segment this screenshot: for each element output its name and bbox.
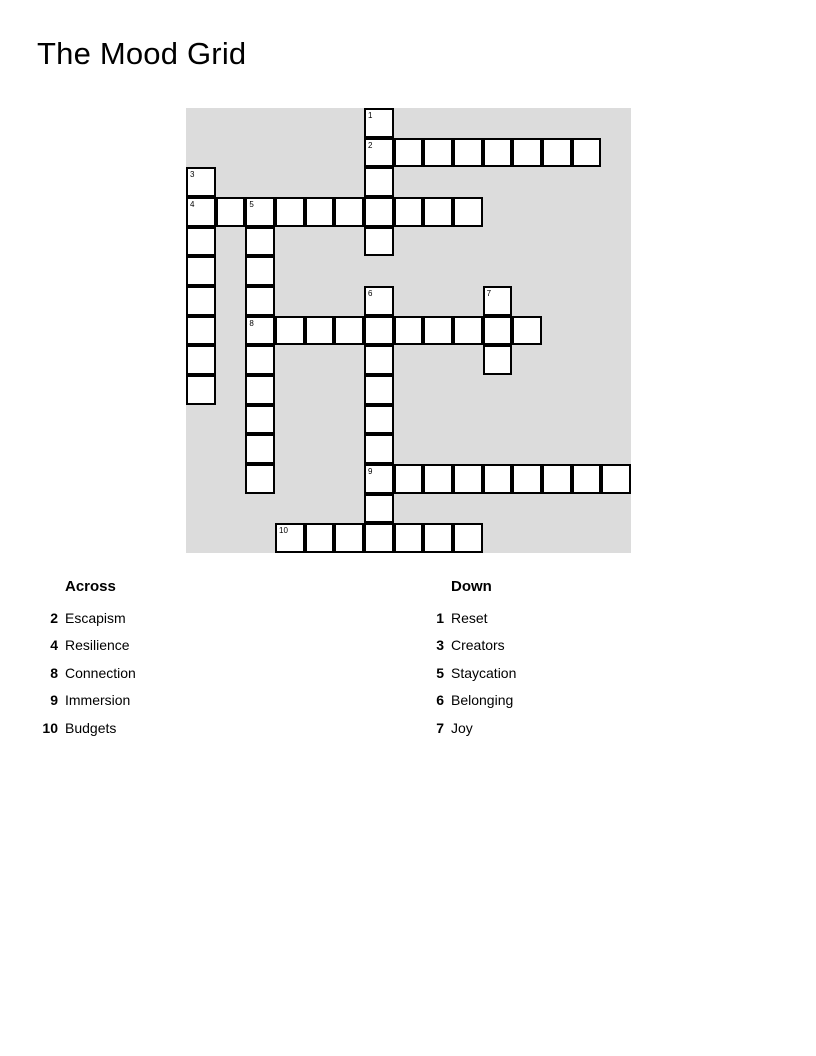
grid-cell[interactable] <box>216 197 246 227</box>
grid-cell[interactable] <box>601 464 631 494</box>
clue-number: 4 <box>50 637 58 654</box>
grid-cell[interactable] <box>483 464 513 494</box>
clue-number: 5 <box>436 664 444 681</box>
clue-down-5 <box>422 659 516 687</box>
clue-number: 1 <box>436 609 444 626</box>
grid-cell[interactable] <box>483 316 513 346</box>
clue-text: Creators <box>451 637 505 654</box>
grid-cell[interactable] <box>334 197 364 227</box>
grid-cell[interactable] <box>364 434 394 464</box>
grid-cell[interactable] <box>275 316 305 346</box>
grid-cell[interactable] <box>453 523 483 553</box>
grid-cell[interactable] <box>245 464 275 494</box>
grid-cell[interactable] <box>186 197 216 227</box>
grid-cell[interactable] <box>394 197 424 227</box>
clue-text: Staycation <box>451 664 517 681</box>
grid-cell[interactable] <box>364 494 394 524</box>
clue-down-7 <box>422 714 516 742</box>
down-clues <box>422 576 516 742</box>
grid-cell[interactable] <box>364 345 394 375</box>
grid-cell[interactable] <box>572 464 602 494</box>
grid-cell[interactable] <box>364 227 394 257</box>
clue-text: Connection <box>65 664 136 681</box>
cell-number: 6 <box>368 289 373 298</box>
grid-cell[interactable] <box>245 256 275 286</box>
clue-text: Reset <box>451 609 488 626</box>
grid-cell[interactable] <box>364 523 394 553</box>
grid-cell[interactable] <box>453 197 483 227</box>
grid-cell[interactable] <box>453 316 483 346</box>
cell-number: 3 <box>190 170 195 180</box>
clue-text: Resilience <box>65 637 130 654</box>
cell-number: 7 <box>486 289 492 298</box>
grid-cell[interactable] <box>423 316 453 346</box>
grid-cell[interactable] <box>305 523 335 553</box>
grid-cell[interactable] <box>364 316 394 346</box>
cell-number: 5 <box>249 200 254 209</box>
grid-cell[interactable] <box>483 286 513 316</box>
down-heading: Down <box>451 578 492 595</box>
grid-cell[interactable] <box>245 286 275 316</box>
grid-cell[interactable] <box>364 405 394 435</box>
grid-cell[interactable] <box>364 108 394 138</box>
grid-cell[interactable] <box>364 286 394 316</box>
grid-cell[interactable] <box>453 464 483 494</box>
grid-cell[interactable] <box>572 138 602 168</box>
grid-cell[interactable] <box>483 345 513 375</box>
grid-cell[interactable] <box>245 316 275 346</box>
grid-cell[interactable] <box>483 138 513 168</box>
grid-cell[interactable] <box>186 316 216 346</box>
grid-cell[interactable] <box>186 256 216 286</box>
grid-cell[interactable] <box>423 138 453 168</box>
clue-down-3 <box>422 632 516 660</box>
clue-text: Belonging <box>451 692 514 709</box>
grid-cell[interactable] <box>186 227 216 257</box>
grid-cell[interactable] <box>245 405 275 435</box>
grid-cell[interactable] <box>512 464 542 494</box>
cell-number: 10 <box>279 526 288 536</box>
grid-cell[interactable] <box>423 464 453 494</box>
grid-cell[interactable] <box>275 197 305 227</box>
clue-number: 8 <box>50 664 58 681</box>
grid-cell[interactable] <box>423 523 453 553</box>
page-title: The Mood Grid <box>37 36 247 71</box>
clue-number: 3 <box>436 637 444 654</box>
grid-cell[interactable] <box>186 286 216 316</box>
grid-cell[interactable] <box>394 464 424 494</box>
clue-across-4 <box>36 632 136 660</box>
clue-number: 10 <box>42 719 58 736</box>
grid-cell[interactable] <box>394 138 424 168</box>
clue-text: Budgets <box>65 719 117 736</box>
grid-cell[interactable] <box>275 523 305 553</box>
cell-number: 4 <box>190 200 195 209</box>
across-clues <box>36 576 136 742</box>
grid-cell[interactable] <box>334 523 364 553</box>
grid-cell[interactable] <box>364 464 394 494</box>
clue-text: Escapism <box>65 609 126 626</box>
across-heading: Across <box>65 578 116 595</box>
grid-cell[interactable] <box>364 197 394 227</box>
grid-cell[interactable] <box>305 197 335 227</box>
grid-cell[interactable] <box>394 523 424 553</box>
clue-text: Joy <box>451 719 473 736</box>
grid-cell[interactable] <box>245 375 275 405</box>
grid-cell[interactable] <box>453 138 483 168</box>
clue-down-6 <box>422 687 516 715</box>
grid-cell[interactable] <box>245 434 275 464</box>
grid-cell[interactable] <box>186 167 216 197</box>
clue-number: 7 <box>436 719 444 736</box>
grid-cell[interactable] <box>364 138 394 168</box>
clue-across-10 <box>36 714 136 742</box>
grid-cell[interactable] <box>542 464 572 494</box>
crossword-grid <box>186 108 631 553</box>
grid-cell[interactable] <box>364 167 394 197</box>
grid-cell[interactable] <box>423 197 453 227</box>
clue-down-1 <box>422 604 516 632</box>
grid-cell[interactable] <box>245 197 275 227</box>
clue-number: 9 <box>50 692 58 709</box>
grid-cell[interactable] <box>245 345 275 375</box>
clue-across-8 <box>36 659 136 687</box>
clue-across-9 <box>36 687 136 715</box>
grid-cell[interactable] <box>364 375 394 405</box>
grid-cell[interactable] <box>542 138 572 168</box>
clue-across-2 <box>36 604 136 632</box>
cell-number: 9 <box>368 467 373 476</box>
clue-number: 2 <box>50 609 58 626</box>
clue-number: 6 <box>436 692 444 709</box>
grid-cell[interactable] <box>245 227 275 257</box>
grid-cell[interactable] <box>512 316 542 346</box>
grid-cell[interactable] <box>186 345 216 375</box>
grid-cell[interactable] <box>186 375 216 405</box>
cell-number: 2 <box>368 140 373 150</box>
clue-text: Immersion <box>65 692 131 709</box>
cell-number: 8 <box>249 318 254 328</box>
grid-cell[interactable] <box>512 138 542 168</box>
cell-number: 1 <box>368 111 373 120</box>
grid-cell[interactable] <box>334 316 364 346</box>
grid-cell[interactable] <box>394 316 424 346</box>
grid-cell[interactable] <box>305 316 335 346</box>
